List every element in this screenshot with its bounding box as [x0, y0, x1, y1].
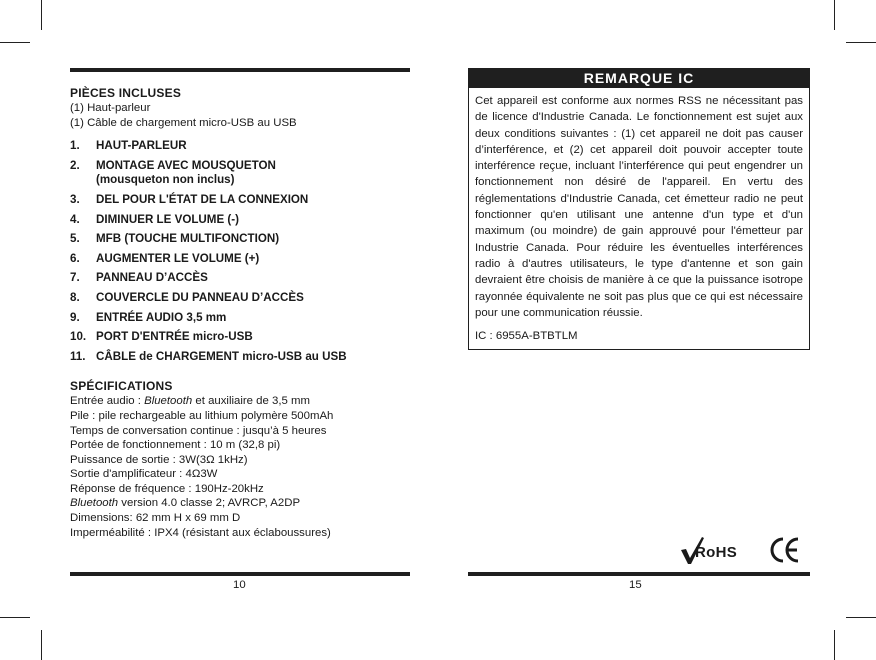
part-label: PANNEAU D’ACCÈS	[96, 271, 208, 285]
crop-mark	[41, 630, 42, 660]
part-label: COUVERCLE DU PANNEAU D’ACCÈS	[96, 290, 304, 304]
spec-dimensions: Dimensions: 62 mm H x 69 mm D	[70, 512, 241, 525]
part-label: PORT D'ENTRÉE micro-USB	[96, 330, 253, 344]
part-label: AUGMENTER LE VOLUME (+)	[96, 251, 260, 265]
part-item	[70, 271, 410, 286]
spec-italic: Bluetooth	[144, 395, 193, 408]
part-item	[70, 159, 410, 188]
crop-mark	[834, 630, 835, 660]
part-label: DEL POUR L'ÉTAT DE LA CONNEXION	[96, 192, 309, 206]
spec-italic: Bluetooth	[70, 497, 119, 510]
spec-amp: Sortie d'amplificateur : 4Ω3W	[70, 468, 218, 481]
spec-talk-time: Temps de conversation continue : jusqu’à 5 heures	[70, 424, 327, 437]
spec-output: Puissance de sortie : 3W(3Ω 1kHz)	[70, 453, 248, 466]
part-item	[70, 291, 410, 306]
part-number: 7.	[70, 271, 80, 285]
spec-text: et auxiliaire de 3,5 mm	[192, 395, 310, 408]
part-number: 6.	[70, 251, 80, 265]
footer-rule	[70, 572, 410, 576]
page-number-left: 10	[233, 579, 246, 591]
specs-list	[70, 394, 410, 540]
ic-notice-box	[468, 68, 810, 350]
part-item	[70, 350, 410, 365]
spec-audio-input	[70, 394, 410, 409]
included-item: (1) Câble de chargement micro-USB au USB	[70, 116, 297, 129]
part-label: MFB (TOUCHE MULTIFONCTION)	[96, 232, 280, 246]
part-item	[70, 252, 410, 267]
part-number: 2.	[70, 158, 80, 172]
part-number: 3.	[70, 192, 80, 206]
crop-mark	[834, 0, 835, 30]
part-label: MONTAGE AVEC MOUSQUETON	[96, 158, 276, 172]
spec-waterproof: Imperméabilité : IPX4 (résistant aux éclaboussures)	[70, 526, 331, 539]
part-label: CÂBLE de CHARGEMENT micro-USB au USB	[96, 349, 347, 363]
part-sublabel: (mousqueton non inclus)	[96, 173, 235, 187]
part-item	[70, 311, 410, 326]
part-item	[70, 330, 410, 345]
part-number: 4.	[70, 212, 80, 226]
included-parts-title: PIÈCES INCLUSES	[70, 86, 182, 100]
part-number: 8.	[70, 290, 80, 304]
part-label: HAUT-PARLEUR	[96, 139, 187, 153]
right-page	[468, 68, 810, 350]
part-number: 9.	[70, 310, 80, 324]
ic-id: IC : 6955A-BTBTLM	[475, 330, 578, 343]
part-label: DIMINUER LE VOLUME (-)	[96, 212, 239, 226]
part-item	[70, 193, 410, 208]
part-item	[70, 232, 410, 247]
spec-battery: Pile : pile rechargeable au lithium polymère 500mAh	[70, 409, 334, 422]
ic-notice-body: Cet appareil est conforme aux normes RSS ne nécessitant pas de licence d'Industrie Canada. Le fonctionnement est sujet aux deux conditions suivantes : (1) cet appareil ne doit pas causer d’interférence, et (2) cet appareil doit pouvoir accepter toute interférence reçue, incluant l’interférence qui peut engendrer un fonctionnement non désiré de l'appareil. En vertu des réglementations d'Industrie Canada, cet émetteur radio ne peut fonctionner qu'en utilisant une antenne d'un type et d'un maximum (ou moindre) de gain approuvé pour l'émetteur par Industrie Canada. Pour réduire les éventuelles interférences radio à d'autres utilisateurs, le type d'antenne et son gain devraient être choisis de manière à ce que la puissance isotrope rayonnée équivalente ne soit pas plus que ce qui est nécessaire pour une communication réussie.	[475, 95, 803, 319]
spec-text: Entrée audio :	[70, 395, 145, 408]
ce-mark-icon	[770, 537, 800, 563]
part-number: 10.	[70, 330, 87, 344]
part-number: 11.	[70, 349, 86, 363]
part-item	[70, 213, 410, 228]
specs-title: SPÉCIFICATIONS	[70, 379, 173, 394]
footer-rule	[468, 572, 810, 576]
parts-list	[70, 139, 410, 364]
spec-frequency: Réponse de fréquence : 190Hz-20kHz	[70, 482, 264, 495]
crop-mark	[0, 42, 30, 43]
page-number-right: 15	[629, 579, 642, 591]
crop-mark	[846, 617, 876, 618]
spec-text: version 4.0 classe 2; AVRCP, A2DP	[118, 497, 301, 510]
crop-mark	[846, 42, 876, 43]
included-parts-list	[70, 101, 410, 130]
rohs-label: RoHS	[695, 544, 738, 561]
spec-bluetooth	[70, 496, 410, 511]
crop-mark	[0, 617, 30, 618]
part-label: ENTRÉE AUDIO 3,5 mm	[96, 310, 227, 324]
part-item	[70, 139, 410, 154]
ic-notice-title: REMARQUE IC	[469, 69, 809, 88]
crop-mark	[41, 0, 42, 30]
spec-range: Portée de fonctionnement : 10 m (32,8 pi)	[70, 439, 281, 452]
left-page	[70, 68, 410, 540]
part-number: 1.	[70, 139, 80, 153]
rohs-logo	[680, 536, 742, 566]
part-number: 5.	[70, 232, 80, 246]
included-item: (1) Haut-parleur	[70, 102, 151, 114]
